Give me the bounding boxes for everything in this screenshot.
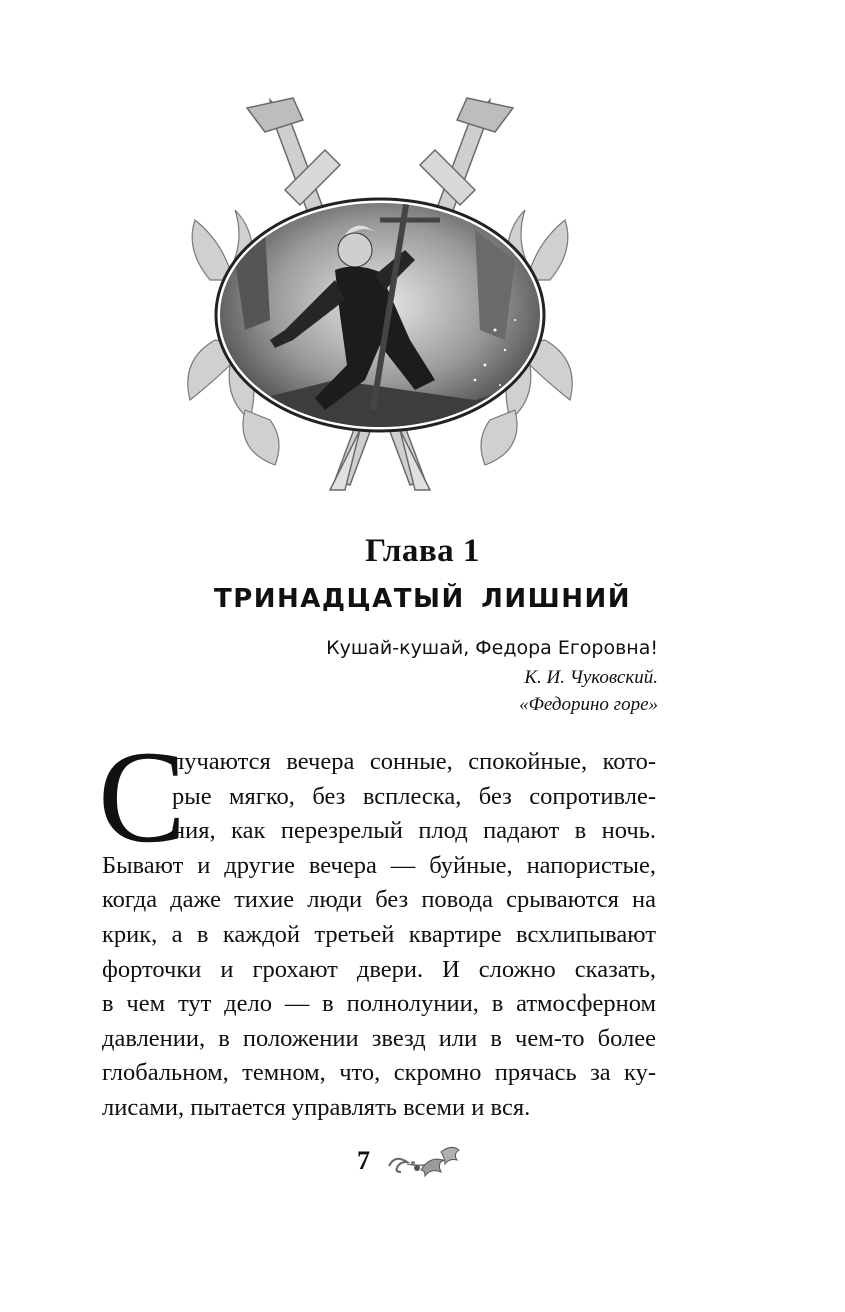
chapter-title: ТРИНАДЦАТЫЙ ЛИШНИЙ <box>213 584 632 614</box>
chapter-number: Глава 1 <box>365 533 480 569</box>
epigraph-quote: Кушай-кушай, Федора Егоровна! <box>326 637 658 659</box>
body-line: в чем тут дело — в полнолунии, в атмосферном <box>102 990 656 1018</box>
body-line: форточки и грохают двери. И сложно сказать, <box>102 955 656 983</box>
body-line: лучаются вечера сонные, спокойные, кото- <box>172 748 656 775</box>
body-line: глобальном, темном, что, скромно прячась за ку- <box>102 1059 656 1087</box>
epigraph <box>326 634 658 718</box>
epigraph-author: К. И. Чуковский. <box>524 667 658 688</box>
page-number: 7 <box>357 1146 370 1175</box>
page-footer <box>0 1142 845 1182</box>
chapter-body-text <box>102 745 656 1126</box>
body-line: крик, а в каждой третьей квартире всхлипывают <box>102 920 656 948</box>
chapter-illustration <box>175 80 585 495</box>
body-line: Бывают и другие вечера — буйные, напористые, <box>102 851 656 879</box>
body-line: ния, как перезрелый плод падают в ночь. <box>172 817 656 845</box>
holly-sprig-icon <box>385 1142 465 1180</box>
body-line: когда даже тихие люди без повода срываются на <box>102 886 656 914</box>
drop-cap: С <box>98 723 187 870</box>
body-line: рые мягко, без всплеска, без сопротивле- <box>172 782 656 810</box>
epigraph-work: «Федорино горе» <box>519 694 658 715</box>
body-line: давлении, в положении звезд или в чем-то более <box>102 1024 656 1052</box>
body-line: лисами, пытается управлять всеми и вся. <box>102 1093 531 1121</box>
